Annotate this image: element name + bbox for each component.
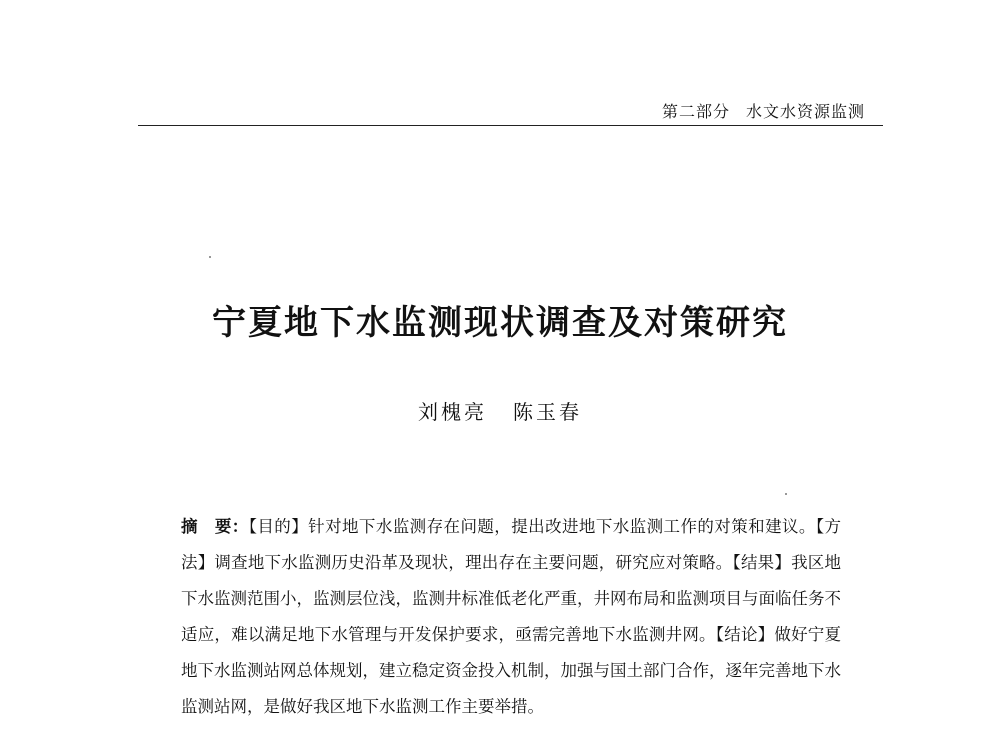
header-part: 第二部分 bbox=[662, 102, 731, 121]
running-header bbox=[662, 99, 865, 122]
abstract-label: 摘 要： bbox=[181, 517, 249, 536]
scan-speck bbox=[209, 256, 211, 258]
author-name: 陈玉春 bbox=[513, 400, 582, 424]
abstract-text: 【目的】针对地下水监测存在问题，提出改进地下水监测工作的对策和建议。【方法】调查地下水监测历史沿革及现状，理出存在主要问题，研究应对策略。【结果】我区地下水监测范围小，监测层位浅，监测井标准低老化严重，井网布局和监测项目与面临任务不适应，难以满足地下水管理与开发保护要求，亟需完善地下水监测井网。【结论】做好宁夏地下水监测站网总体规划，建立稳定资金投入机制，加强与国土部门合作，逐年完善地下水监测站网，是做好我区地下水监测工作主要举措。 bbox=[181, 517, 842, 716]
abstract bbox=[181, 509, 841, 725]
article-authors bbox=[0, 396, 1000, 425]
header-rule bbox=[138, 125, 883, 126]
header-section: 水文水资源监测 bbox=[746, 102, 866, 121]
article-title: 宁夏地下水监测现状调查及对策研究 bbox=[212, 303, 788, 343]
author-name: 刘槐亮 bbox=[418, 400, 487, 424]
scan-speck bbox=[785, 493, 787, 495]
